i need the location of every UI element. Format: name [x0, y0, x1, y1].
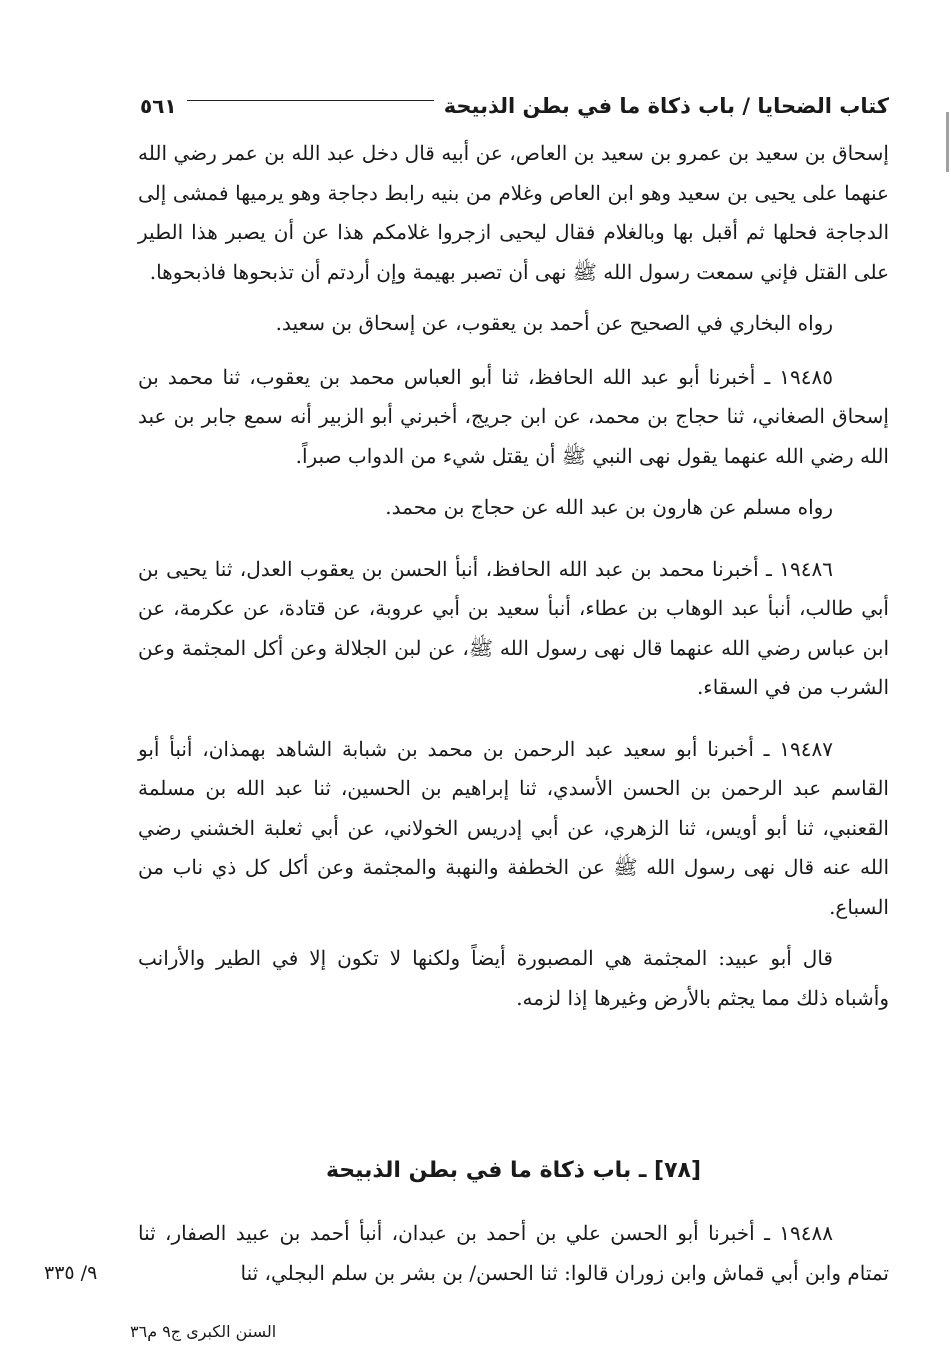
page-number: ٥٦١	[140, 94, 177, 118]
hadith-19488: ١٩٤٨٨ ـ أخبرنا أبو الحسن علي بن أحمد بن عبدان، أنبأ أحمد بن عبيد الصفار، ثنا تمتام وابن أبي قماش وابن زوران قالوا: ثنا الحسن/ بن بشر بن سلم البجلي، ثنا	[138, 1221, 889, 1285]
paragraph-continuation: إسحاق بن سعيد بن عمرو بن سعيد بن العاص، عن أبيه قال دخل عبد الله بن عمر رضي الله عنهما على يحيى بن سعيد وهو ابن العاص وغلام من بنيه رابط دجاجة وهو يرميها فمشى إلى الدجاجة فحلها ثم أقبل بها وبالغلام فقال ليحيى ازجروا غلامكم هذا عن أن يصبر هذا الطير على القتل فإني سمعت رسول الله ﷺ نهى أن تصبر بهيمة وإن أردتم أن تذبحوها فاذبحوها.	[138, 141, 890, 284]
body-text	[138, 134, 889, 1030]
hadith-19487: ١٩٤٨٧ ـ أخبرنا أبو سعيد عبد الرحمن بن محمد بن شبابة الشاهد بهمذان، أنبأ أبو القاسم عبد الرحمن بن الحسن الأسدي، ثنا إبراهيم بن الحسين، ثنا عبد الله بن مسلمة القعنبي، ثنا أبو أويس، ثنا الزهري، عن أبي إدريس الخولاني، عن أبي ثعلبة الخشني رضي الله عنه قال نهى رسول الله ﷺ عن الخطفة والنهبة والمجثمة وعن أكل كل ذي ناب من السباع.	[138, 736, 889, 919]
running-title: كتاب الضحايا / باب ذكاة ما في بطن الذبيحة	[443, 94, 889, 118]
paragraph-bukhari-report: رواه البخاري في الصحيح عن أحمد بن يعقوب، عن إسحاق بن سعيد.	[275, 311, 833, 335]
hadith-19486: ١٩٤٨٦ ـ أخبرنا محمد بن عبد الله الحافظ، أنبأ الحسن بن يعقوب العدل، ثنا يحيى بن أبي طالب، أنبأ عبد الوهاب بن عطاء، أنبأ سعيد بن أبي عروبة، عن قتادة، عن عكرمة، عن ابن عباس رضي الله عنهما قال نهى رسول الله ﷺ، عن لبن الجلالة وعن أكل المجثمة وعن الشرب من في السقاء.	[138, 556, 889, 699]
margin-reference: ٩/ ٣٣٥	[44, 1262, 98, 1284]
header-rule	[187, 100, 434, 101]
paragraph-abu-ubaid: قال أبو عبيد: المجثمة هي المصبورة أيضاً ولكنها لا تكون إلا في الطير والأرانب وأشباه ذلك مما يجثم بالأرض وغيرها إذا لزمه.	[138, 946, 889, 1010]
page-edge-marks	[940, 112, 949, 172]
section-heading: [٧٨] ـ باب ذكاة ما في بطن الذبيحة	[325, 1158, 702, 1183]
hadith-19485: ١٩٤٨٥ ـ أخبرنا أبو عبد الله الحافظ، ثنا أبو العباس محمد بن يعقوب، ثنا محمد بن إسحاق الصغاني، ثنا حجاج بن محمد، عن ابن جريج، أخبرني أبو الزبير أنه سمع جابر بن عبد الله رضي الله عنهما يقول نهى النبي ﷺ أن يقتل شيء من الدواب صبراً.	[138, 364, 889, 468]
section-body	[138, 1214, 889, 1293]
paragraph-muslim-report: رواه مسلم عن هارون بن عبد الله عن حجاج بن محمد.	[385, 495, 833, 519]
footer-signature: السنن الكبرى ج٩ م٣٦	[130, 1322, 277, 1341]
running-header	[140, 86, 889, 126]
